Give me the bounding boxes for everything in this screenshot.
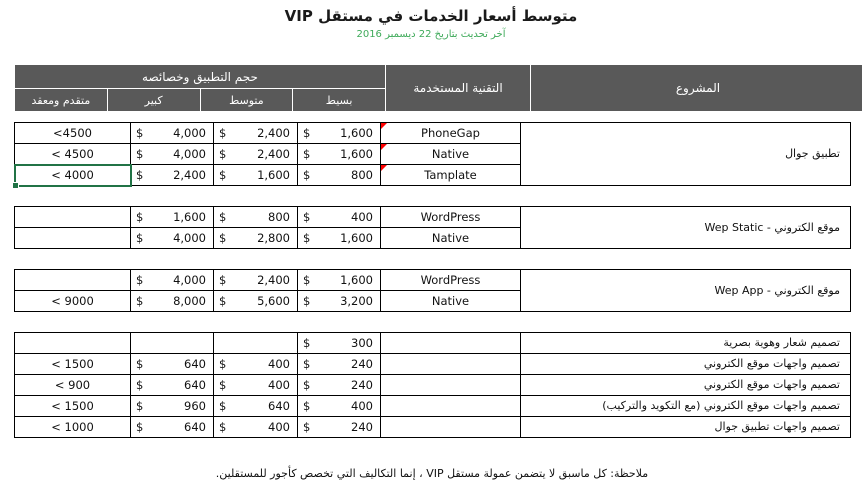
currency-symbol: $ bbox=[219, 272, 227, 287]
currency-symbol: $ bbox=[303, 167, 311, 182]
table-row[interactable] bbox=[15, 396, 851, 417]
cell-medium[interactable]: $ 2,400 bbox=[214, 144, 298, 165]
currency-symbol: $ bbox=[219, 230, 227, 245]
cell-simple[interactable]: $ 400 bbox=[298, 396, 381, 417]
header-col-large: كبير bbox=[107, 89, 200, 112]
currency-symbol: $ bbox=[136, 356, 144, 371]
cell-advanced-empty[interactable] bbox=[15, 333, 131, 354]
cell-medium[interactable]: $ 2,800 bbox=[214, 228, 298, 249]
cell-simple[interactable]: $ 800 bbox=[298, 165, 381, 186]
cell-large[interactable]: $ 640 bbox=[131, 354, 214, 375]
currency-symbol: $ bbox=[303, 419, 311, 434]
currency-symbol: $ bbox=[303, 272, 311, 287]
cell-project[interactable]: تصميم واجهات موقع الكتروني bbox=[521, 354, 851, 375]
cell-medium[interactable]: $ 400 bbox=[214, 417, 298, 438]
footnote: ملاحظة: كل ماسبق لا يتضمن عمولة مستقل VIP ، إنما التكاليف التي تخصص كأجور للمستقلين. bbox=[215, 467, 649, 480]
cell-simple[interactable]: $ 3,200 bbox=[298, 291, 381, 312]
fill-handle[interactable] bbox=[12, 182, 19, 189]
cell-technology[interactable]: PhoneGap bbox=[381, 123, 521, 144]
currency-symbol: $ bbox=[136, 272, 144, 287]
table-row[interactable] bbox=[15, 417, 851, 438]
cell-technology[interactable]: Tamplate bbox=[381, 165, 521, 186]
cell-medium[interactable]: $ 800 bbox=[214, 207, 298, 228]
cell-medium[interactable]: $ 640 bbox=[214, 396, 298, 417]
table-row[interactable] bbox=[15, 375, 851, 396]
cell-advanced[interactable]: <4500 bbox=[15, 123, 131, 144]
cell-large[interactable]: $ 960 bbox=[131, 396, 214, 417]
cell-technology[interactable]: WordPress bbox=[381, 270, 521, 291]
cell-medium[interactable]: $ 1,600 bbox=[214, 165, 298, 186]
currency-symbol: $ bbox=[219, 377, 227, 392]
cell-project[interactable]: تصميم واجهات موقع الكتروني (مع التكويد والتركيب) bbox=[521, 396, 851, 417]
table-row[interactable] bbox=[15, 333, 851, 354]
currency-symbol: $ bbox=[303, 209, 311, 224]
header-project: المشروع bbox=[531, 65, 862, 112]
currency-symbol: $ bbox=[219, 125, 227, 140]
cell-large[interactable]: $ 4,000 bbox=[131, 123, 214, 144]
cell-project[interactable]: تطبيق جوال bbox=[521, 123, 851, 186]
cell-large[interactable]: $ 1,600 bbox=[131, 207, 214, 228]
cell-medium[interactable]: $ 400 bbox=[214, 375, 298, 396]
price-block-design bbox=[14, 332, 851, 438]
cell-medium[interactable]: $ 400 bbox=[214, 354, 298, 375]
table-header bbox=[14, 64, 850, 112]
currency-symbol: $ bbox=[136, 398, 144, 413]
cell-large[interactable]: $ 640 bbox=[131, 375, 214, 396]
cell-advanced[interactable]: < 9000 bbox=[15, 291, 131, 312]
cell-project[interactable]: تصميم شعار وهوية بصرية bbox=[521, 333, 851, 354]
price-block-web-static bbox=[14, 206, 851, 249]
currency-symbol: $ bbox=[219, 167, 227, 182]
currency-symbol: $ bbox=[219, 146, 227, 161]
last-updated-subtitle: آخر تحديث بتاريخ 22 ديسمبر 2016 bbox=[356, 29, 506, 40]
cell-large[interactable]: $ 4,000 bbox=[131, 228, 214, 249]
cell-technology-empty[interactable] bbox=[381, 417, 521, 438]
cell-project[interactable]: تصميم واجهات موقع الكتروني bbox=[521, 375, 851, 396]
cell-simple[interactable]: $ 240 bbox=[298, 375, 381, 396]
currency-symbol: $ bbox=[303, 125, 311, 140]
selected-cell[interactable]: < 4000 bbox=[15, 165, 131, 186]
cell-technology[interactable]: Native bbox=[381, 228, 521, 249]
cell-advanced[interactable]: < 4500 bbox=[15, 144, 131, 165]
table-row[interactable] bbox=[15, 123, 851, 144]
currency-symbol: $ bbox=[303, 356, 311, 371]
cell-simple[interactable]: $ 400 bbox=[298, 207, 381, 228]
cell-technology[interactable]: Native bbox=[381, 144, 521, 165]
currency-symbol: $ bbox=[303, 230, 311, 245]
cell-simple[interactable]: $ 1,600 bbox=[298, 144, 381, 165]
header-col-advanced: متقدم ومعقد bbox=[15, 89, 108, 112]
cell-simple[interactable]: $ 1,600 bbox=[298, 123, 381, 144]
header-col-medium: متوسط bbox=[200, 89, 293, 112]
table-row[interactable] bbox=[15, 207, 851, 228]
cell-advanced-empty[interactable] bbox=[15, 207, 131, 228]
cell-technology-empty[interactable] bbox=[381, 375, 521, 396]
table-row[interactable] bbox=[15, 354, 851, 375]
cell-advanced[interactable]: < 1000 bbox=[15, 417, 131, 438]
cell-large[interactable]: $ 640 bbox=[131, 417, 214, 438]
currency-symbol: $ bbox=[136, 125, 144, 140]
currency-symbol: $ bbox=[219, 293, 227, 308]
cell-medium[interactable]: $ 2,400 bbox=[214, 123, 298, 144]
cell-medium[interactable]: $ 5,600 bbox=[214, 291, 298, 312]
cell-technology[interactable]: Native bbox=[381, 291, 521, 312]
currency-symbol: $ bbox=[219, 209, 227, 224]
currency-symbol: $ bbox=[136, 209, 144, 224]
cell-simple[interactable]: $ 1,600 bbox=[298, 228, 381, 249]
cell-advanced-empty[interactable] bbox=[15, 228, 131, 249]
cell-large[interactable]: $ 4,000 bbox=[131, 144, 214, 165]
currency-symbol: $ bbox=[136, 293, 144, 308]
cell-large[interactable]: $ 4,000 bbox=[131, 270, 214, 291]
currency-symbol: $ bbox=[303, 146, 311, 161]
currency-symbol: $ bbox=[303, 335, 311, 350]
cell-advanced[interactable]: < 1500 bbox=[15, 354, 131, 375]
cell-advanced-empty[interactable] bbox=[15, 270, 131, 291]
cell-project[interactable]: تصميم واجهات تطبيق جوال bbox=[521, 417, 851, 438]
cell-simple[interactable]: $ 240 bbox=[298, 354, 381, 375]
cell-large[interactable]: $ 8,000 bbox=[131, 291, 214, 312]
cell-project[interactable]: موقع الكتروني - Wep App bbox=[521, 270, 851, 312]
currency-symbol: $ bbox=[136, 146, 144, 161]
cell-large[interactable]: $ 2,400 bbox=[131, 165, 214, 186]
cell-simple[interactable]: $ 300 bbox=[298, 333, 381, 354]
header-group-size: حجم التطبيق وخصائصه bbox=[15, 65, 386, 89]
cell-medium-empty[interactable] bbox=[214, 333, 298, 354]
cell-technology-empty[interactable] bbox=[381, 333, 521, 354]
currency-symbol: $ bbox=[303, 293, 311, 308]
price-block-mobile-app bbox=[14, 122, 851, 186]
price-block-web-app bbox=[14, 269, 851, 312]
cell-technology-empty[interactable] bbox=[381, 396, 521, 417]
cell-large-empty[interactable] bbox=[131, 333, 214, 354]
cell-medium[interactable]: $ 2,400 bbox=[214, 270, 298, 291]
cell-project[interactable]: موقع الكتروني - Wep Static bbox=[521, 207, 851, 249]
cell-technology[interactable]: WordPress bbox=[381, 207, 521, 228]
cell-advanced[interactable]: < 1500 bbox=[15, 396, 131, 417]
currency-symbol: $ bbox=[303, 398, 311, 413]
cell-technology-empty[interactable] bbox=[381, 354, 521, 375]
currency-symbol: $ bbox=[303, 377, 311, 392]
currency-symbol: $ bbox=[136, 377, 144, 392]
currency-symbol: $ bbox=[219, 398, 227, 413]
table-row[interactable] bbox=[15, 270, 851, 291]
header-col-simple: بسيط bbox=[293, 89, 386, 112]
cell-advanced[interactable]: < 900 bbox=[15, 375, 131, 396]
currency-symbol: $ bbox=[219, 356, 227, 371]
header-technology: التقنية المستخدمة bbox=[386, 65, 531, 112]
page-title: متوسط أسعار الخدمات في مستقل VIP bbox=[284, 7, 578, 25]
currency-symbol: $ bbox=[136, 230, 144, 245]
currency-symbol: $ bbox=[136, 419, 144, 434]
cell-simple[interactable]: $ 1,600 bbox=[298, 270, 381, 291]
currency-symbol: $ bbox=[219, 419, 227, 434]
cell-simple[interactable]: $ 240 bbox=[298, 417, 381, 438]
currency-symbol: $ bbox=[136, 167, 144, 182]
